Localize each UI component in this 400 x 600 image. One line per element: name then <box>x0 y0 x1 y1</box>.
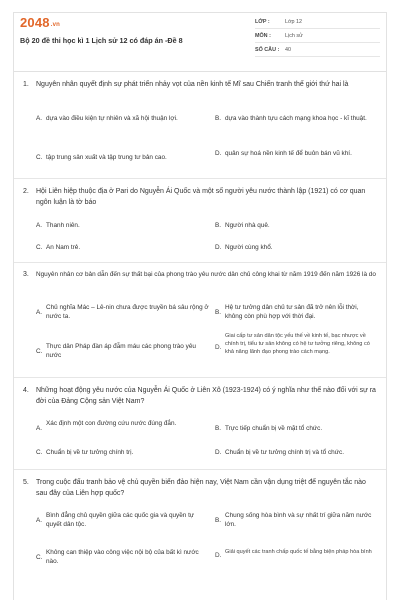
question-divider <box>14 377 386 378</box>
option-text: Thanh niên. <box>46 222 80 229</box>
option-a[interactable] <box>36 114 206 123</box>
meta-key: MÔN : <box>255 32 271 39</box>
option-d[interactable] <box>215 332 375 356</box>
question-text: Trong cuộc đấu tranh bảo vệ chủ quyền biển đảo hiện nay, Việt Nam cần vận dụng triệt để nguyên tắc nào sau đây của Liên hợp quốc? <box>36 479 366 497</box>
option-text: Giải quyết các tranh chấp quốc tế bằng biện pháp hòa bình <box>225 549 372 555</box>
document-header <box>20 15 380 59</box>
question-text: Hội Liên hiệp thuộc địa ở Pari do Nguyễn Ái Quốc và một số người yêu nước thành lập (1921) có cơ quan ngôn luận là tờ báo <box>36 188 366 206</box>
meta-value: Lịch sử <box>285 32 303 39</box>
question-text: Nguyên nhân quyết định sự phát triển nhảy vọt của nền kinh tế Mĩ sau Chiến tranh thế giới thứ hai là <box>36 81 349 88</box>
question-number: 2. <box>23 188 29 195</box>
option-letter: D. <box>215 244 222 251</box>
option-letter: B. <box>215 425 222 432</box>
option-text: Xác định một con đường cứu nước đúng đắn. <box>46 420 177 427</box>
meta-row-count <box>255 43 380 57</box>
question-head <box>23 270 378 281</box>
option-text: An Nam trẻ. <box>46 244 81 251</box>
option-c[interactable] <box>36 448 211 457</box>
question-divider <box>14 178 386 179</box>
option-letter: A. <box>36 222 43 229</box>
site-logo[interactable] <box>20 15 60 30</box>
option-c[interactable] <box>36 342 211 360</box>
meta-key: SỐ CÂU : <box>255 46 280 53</box>
page-title: Bộ 20 đề thi học kì 1 Lịch sử 12 có đáp án -Đề 8 <box>20 36 183 45</box>
option-b[interactable] <box>215 303 375 321</box>
question-number: 1. <box>23 81 29 88</box>
option-a[interactable] <box>36 221 206 230</box>
question-4 <box>23 386 378 456</box>
option-text: Giai cấp tư sản dân tộc yếu thế về kinh tế, bạc nhược về chính trị, tiểu tư sản không có hệ tư tưởng riêng, không có khả năng lãnh đạo phong trào cách mạng. <box>225 333 370 355</box>
option-text: dựa vào điều kiện tự nhiên và xã hội thuận lợi. <box>46 115 178 122</box>
option-letter: C. <box>36 554 43 561</box>
option-text: Trực tiếp chuẩn bị về mặt tổ chức. <box>225 425 323 432</box>
option-c[interactable] <box>36 548 211 566</box>
question-divider <box>14 262 386 263</box>
question-text: Những hoạt động yêu nước của Nguyễn Ái Quốc ở Liên Xô (1923-1924) có ý nghĩa như thế nào đối với sự ra đời của Đảng Cộng sản Việt Nam? <box>36 387 376 405</box>
logo-text: 2048 <box>20 15 50 30</box>
option-text: Chủ nghĩa Mác – Lê-nin chưa được truyền bá sâu rộng ở nước ta. <box>46 304 209 320</box>
option-a[interactable] <box>36 303 211 321</box>
option-text: tập trung sản xuất và tập trung tư bản cao. <box>46 154 167 161</box>
option-text: dựa vào thành tựu cách mạng khoa học - kĩ thuật. <box>225 115 367 122</box>
option-b[interactable] <box>215 424 375 433</box>
option-letter: D. <box>215 552 222 559</box>
question-head <box>23 80 378 91</box>
option-letter: A. <box>36 309 43 316</box>
question-text: Nguyên nhân cơ bản dẫn đến sự thất bại của phong trào yêu nước dân chủ công khai từ năm 1919 đến năm 1926 là do <box>36 271 376 278</box>
option-letter: B. <box>215 222 222 229</box>
question-5 <box>23 478 378 565</box>
option-d[interactable] <box>215 448 375 457</box>
option-letter: A. <box>36 517 43 524</box>
option-text: Chuẩn bị về tư tưởng chính trị và tổ chức. <box>225 449 344 456</box>
question-number: 3. <box>23 271 29 278</box>
question-number: 5. <box>23 479 29 486</box>
meta-row-class <box>255 15 380 29</box>
option-b[interactable] <box>215 221 375 230</box>
question-divider <box>14 469 386 470</box>
option-text: Người nhà quê. <box>225 222 270 229</box>
option-c[interactable] <box>36 243 206 252</box>
header-divider <box>14 71 386 72</box>
option-letter: C. <box>36 244 43 251</box>
option-text: Hệ tư tưởng dân chủ tư sản đã trở nên lỗi thời, không còn phù hợp với thời đại. <box>225 304 359 320</box>
question-head <box>23 478 378 499</box>
question-number: 4. <box>23 387 29 394</box>
option-d[interactable] <box>215 243 375 252</box>
option-letter: C. <box>36 348 43 355</box>
option-letter: A. <box>36 115 43 122</box>
question-2 <box>23 187 378 251</box>
question-head <box>23 386 378 407</box>
option-d[interactable] <box>215 548 375 560</box>
exam-meta <box>255 15 380 57</box>
option-d[interactable] <box>215 149 375 158</box>
option-text: Chuẩn bị về tư tưởng chính trị. <box>46 449 134 456</box>
option-letter: A. <box>36 425 43 432</box>
option-text: Chung sống hòa bình và sự nhất trí giữa năm nước lớn. <box>225 512 372 528</box>
logo-suffix: .vn <box>50 22 61 28</box>
option-a[interactable] <box>36 419 211 433</box>
option-b[interactable] <box>215 114 375 123</box>
question-1 <box>23 80 378 161</box>
option-text: Bình đẳng chủ quyền giữa các quốc gia và quyền tự quyết dân tộc. <box>46 512 195 528</box>
option-letter: B. <box>215 517 222 524</box>
option-b[interactable] <box>215 511 375 529</box>
question-head <box>23 187 378 208</box>
meta-row-subject <box>255 29 380 43</box>
option-text: quân sự hoá nền kinh tế để buôn bán vũ khí. <box>225 150 352 157</box>
question-3 <box>23 270 378 359</box>
option-c[interactable] <box>36 153 211 162</box>
option-a[interactable] <box>36 511 211 529</box>
option-letter: C. <box>36 449 43 456</box>
option-letter: D. <box>215 150 222 157</box>
option-text: Không can thiệp vào công việc nội bộ của bất kì nước nào. <box>46 549 199 565</box>
meta-key: LỚP : <box>255 18 270 25</box>
meta-value: Lớp 12 <box>285 18 303 25</box>
option-letter: D. <box>215 344 222 351</box>
option-letter: B. <box>215 115 222 122</box>
option-text: Thực dân Pháp đàn áp đẫm máu các phong trào yêu nước <box>46 343 196 359</box>
meta-value: 40 <box>285 46 291 53</box>
option-letter: B. <box>215 309 222 316</box>
option-letter: D. <box>215 449 222 456</box>
option-text: Người cùng khổ. <box>225 244 273 251</box>
option-letter: C. <box>36 154 43 161</box>
